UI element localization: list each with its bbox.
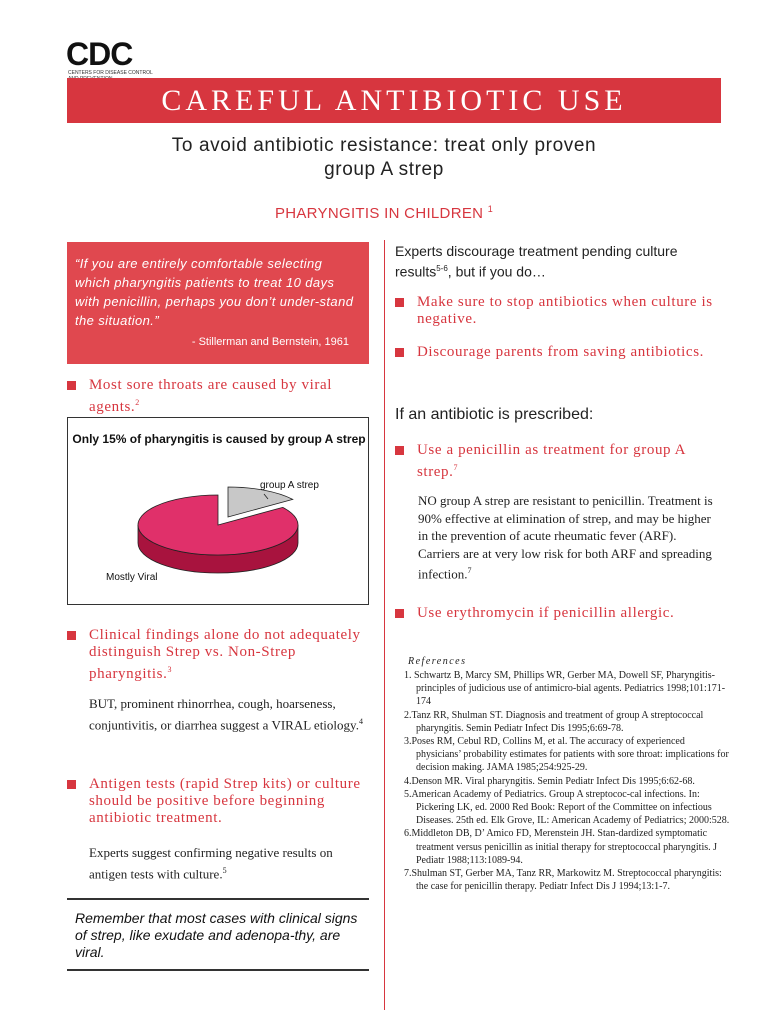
quote-text: “If you are entirely comfortable selecting which pharyngitis patients to treat 10 days with penicillin, perhaps you don’t under-stand the situation.” (75, 256, 354, 328)
pie-label-group-a-strep: group A strep (260, 480, 319, 491)
bullet-text: Use a penicillin as treatment for group A strep. (417, 442, 686, 480)
pie-label-mostly-viral: Mostly Viral (106, 572, 158, 583)
bullet-square-icon (395, 609, 404, 618)
ref-number: 2 (135, 398, 140, 407)
bullet-erythromycin (395, 605, 715, 622)
bullet-text: Clinical findings alone do not adequately distinguish Strep vs. Non-Strep pharyngitis. (89, 627, 361, 682)
remember-text: Remember that most cases with clinical signs of strep, like exudate and adenopa-thy, are viral. (75, 910, 358, 960)
chart-title: Only 15% of pharyngitis is caused by group A strep (72, 432, 366, 446)
bullet-square-icon (67, 381, 76, 390)
bullet-text: Use erythromycin if penicillin allergic. (417, 605, 675, 621)
prescribed-heading: If an antibiotic is prescribed: (395, 406, 594, 423)
bullet-square-icon (395, 348, 404, 357)
bullet-clinical-findings (67, 627, 372, 683)
body-confirm-culture (89, 844, 374, 882)
bullet-discourage-saving (395, 344, 715, 361)
bullet-text: Make sure to stop antibiotics when culture is negative. (417, 294, 713, 327)
subtitle (100, 134, 668, 182)
quote-box (67, 242, 369, 364)
reference-item: 7.Shulman ST, Gerber MA, Tanz RR, Markowitz M. Streptococcal pharyngitis: the case for penicillin therapy. Pediatr Infect Dis J 1994;13:1-7. (404, 868, 722, 893)
pie-chart (67, 417, 369, 605)
ref-number: 7 (467, 566, 472, 575)
bullet-antigen-tests (67, 776, 372, 827)
right-intro (395, 242, 725, 281)
reference-item: 4.Denson MR. Viral pharyngitis. Semin Pediatr Infect Dis 1995;6:62-68. (404, 775, 695, 787)
column-divider (384, 240, 385, 1010)
ref-number: 3 (167, 665, 173, 674)
section-title-ref: 1 (487, 204, 494, 214)
logo-text: CDC (66, 36, 133, 72)
bullet-square-icon (67, 631, 76, 640)
reference-item: 1. Schwartz B, Marcy SM, Phillips WR, Gerber MA, Dowell SF, Pharyngitis-principles of judicious use of antimicro-bial agents. Pediatrics 1998;101:171-174 (404, 670, 726, 708)
logo-subtext: CENTERS FOR DISEASE CONTROL (68, 70, 153, 76)
section-title (100, 204, 668, 222)
subtitle-line-1: To avoid antibiotic resistance: treat only proven (171, 135, 597, 156)
body-viral-signs (89, 695, 374, 733)
intro-text: Experts discourage treatment pending culture results (395, 243, 678, 280)
bullet-stop-antibiotics (395, 294, 715, 328)
section-title-text: PHARYNGITIS IN CHILDREN (274, 205, 484, 222)
references-heading: References (408, 656, 467, 667)
reference-item: 5.American Academy of Pediatrics. Group A streptococ-cal infections. In: Pickering LK, ed. 2000 Red Book: Report of the Committee on infectious Diseases. 25th ed. Elk Grove, IL: American Academy of Pediatrics; 2000:528. (404, 788, 730, 827)
bullet-penicillin (395, 442, 715, 481)
subtitle-line-2: group A strep (324, 159, 444, 180)
body-text: Experts suggest confirming negative results on antigen tests with culture. (89, 845, 333, 881)
bullet-square-icon (67, 780, 76, 789)
bullet-text: Antigen tests (rapid Strep kits) or culture should be positive before beginning antibiotic treatment. (89, 776, 361, 826)
ref-number: 5 (222, 865, 227, 875)
body-penicillin (418, 492, 718, 583)
bullet-viral-agents (67, 377, 367, 416)
reference-item: 2.Tanz RR, Shulman ST. Diagnosis and treatment of group A streptococcal pharyngitis. Semin Pediatr Infect Dis 1995;6:69-78. (404, 709, 704, 734)
remember-box (67, 898, 369, 971)
ref-number: 5-6 (436, 264, 448, 273)
bullet-text: Discourage parents from saving antibiotics. (417, 344, 704, 360)
quote-attribution: - Stillerman and Bernstein, 1961 (191, 336, 349, 348)
reference-item: 3.Poses RM, Cebul RD, Collins M, et al. The accuracy of experienced physicians’ probability estimates for patients with sore throat: implications for decision making. JAMA 1985;254:925-29. (404, 736, 729, 774)
reference-item: 6.Middleton DB, D’ Amico FD, Merenstein JH. Stan-dardized symptomatic treatment versus penicillin as initial therapy for streptococcal pharyngitis. J Pediatr 1988;113:1089-94. (404, 828, 718, 866)
bullet-text: Most sore throats are caused by viral agents. (89, 377, 332, 415)
title-banner: CAREFUL ANTIBIOTIC USE (67, 78, 721, 123)
references-list (404, 669, 730, 893)
intro-tail: , but if you do… (447, 263, 546, 280)
body-text: NO group A strep are resistant to penicillin. Treatment is 90% effective at elimination of strep, and may be higher in the prevention of acute rheumatic fever (ARF). Carriers are at very low risk for both ARF and spreading infection. (418, 493, 713, 582)
bullet-square-icon (395, 298, 404, 307)
ref-number: 7 (453, 463, 459, 472)
body-text: BUT, prominent rhinorrhea, cough, hoarseness, conjuntivitis, or diarrhea suggest a VIRAL etiology. (89, 696, 359, 732)
cdc-logo (66, 38, 158, 82)
bullet-square-icon (395, 446, 404, 455)
ref-number: 4 (358, 716, 363, 726)
